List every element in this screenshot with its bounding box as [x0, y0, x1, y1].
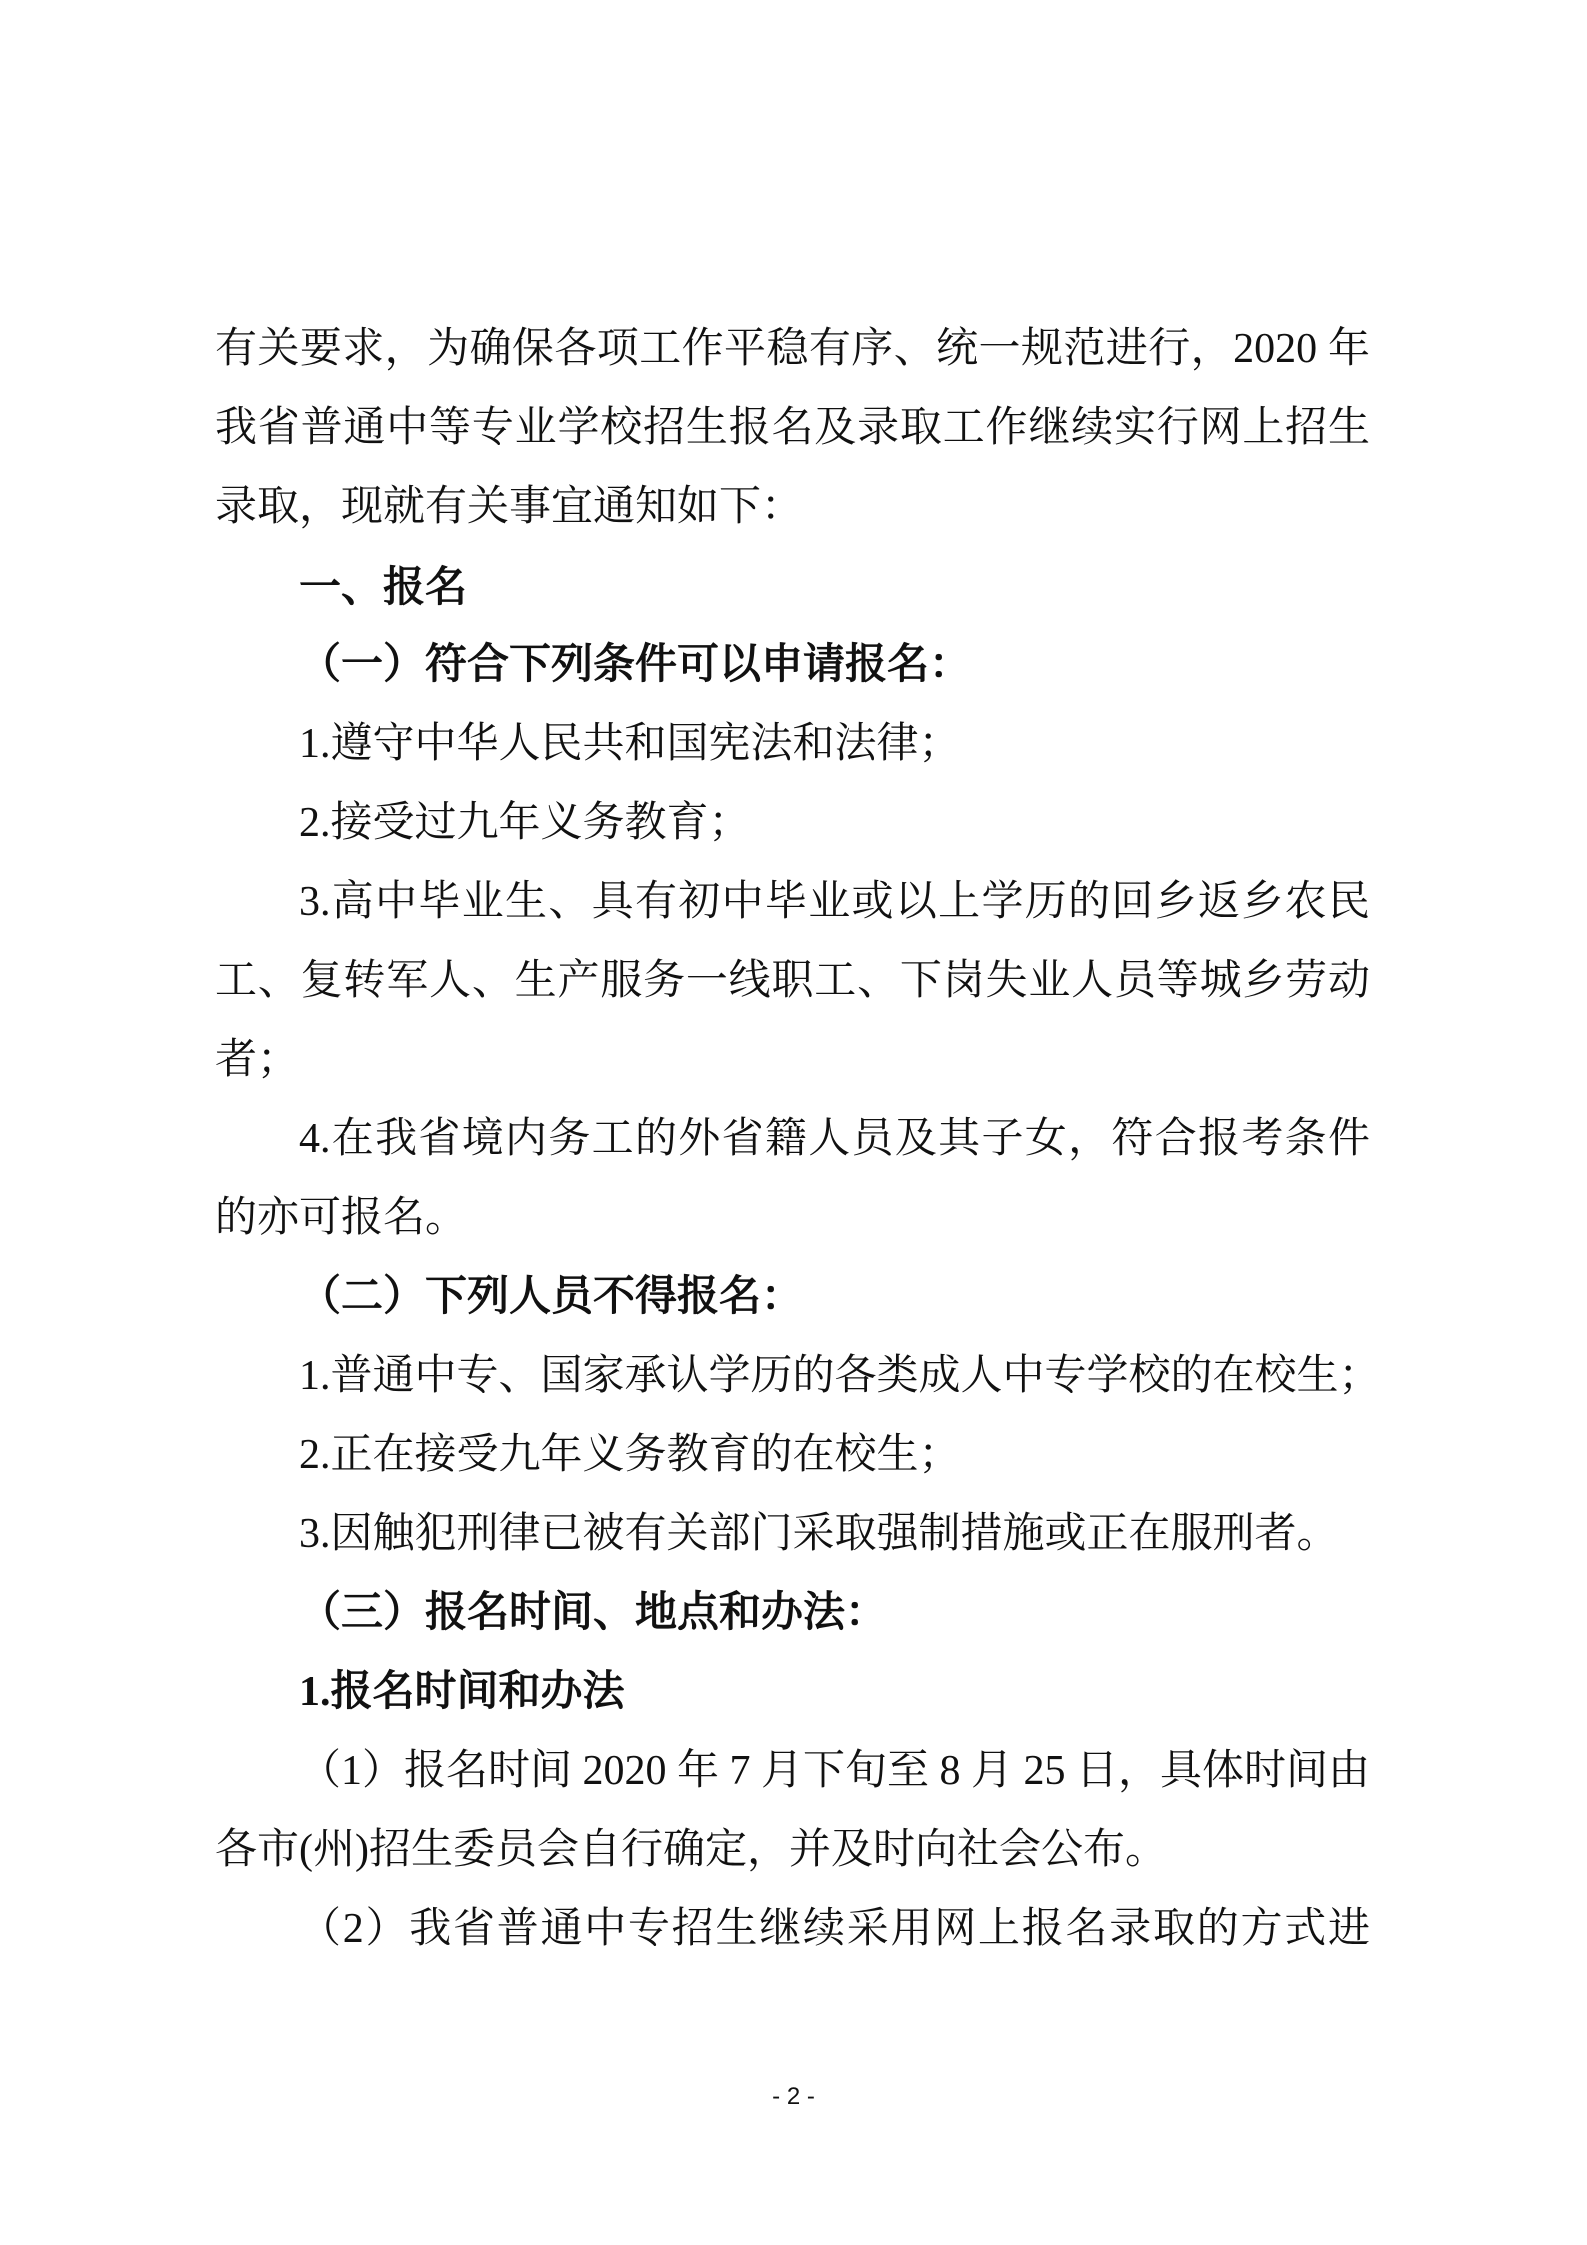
section-heading: 一、报名: [299, 563, 468, 610]
doc-line: 者；: [215, 1037, 300, 1083]
page-number: - 2 -: [772, 2083, 815, 2110]
subsection-heading: （二）下列人员不得报名：: [299, 1274, 804, 1320]
doc-line: 有关要求，为确保各项工作平稳有序、统一规范进行，2020 年: [215, 326, 1370, 372]
doc-line: 的亦可报名。: [215, 1195, 468, 1241]
sub-subsection-heading: 1.报名时间和办法: [299, 1669, 625, 1715]
doc-line: （2）我省普通中专招生继续采用网上报名录取的方式进: [299, 1906, 1370, 1952]
doc-line: 录取，现就有关事宜通知如下：: [215, 484, 804, 530]
doc-line: （1）报名时间 2020 年 7 月下旬至 8 月 25 日，具体时间由: [299, 1748, 1371, 1794]
doc-line: 2.正在接受九年义务教育的在校生；: [299, 1432, 961, 1478]
doc-line: 1.普通中专、国家承认学历的各类成人中专学校的在校生；: [299, 1353, 1381, 1399]
doc-line: 3.因触犯刑律已被有关部门采取强制措施或正在服刑者。: [299, 1511, 1339, 1557]
doc-line: 2.接受过九年义务教育；: [299, 800, 751, 846]
document-body: [215, 310, 1381, 1969]
doc-line: 1.遵守中华人民共和国宪法和法律；: [299, 721, 961, 767]
subsection-heading: （一）符合下列条件可以申请报名：: [299, 642, 972, 688]
doc-line: 工、复转军人、生产服务一线职工、下岗失业人员等城乡劳动: [215, 958, 1370, 1004]
doc-line: 我省普通中等专业学校招生报名及录取工作继续实行网上招生: [215, 405, 1370, 451]
doc-line: 4.在我省境内务工的外省籍人员及其子女，符合报考条件: [299, 1116, 1370, 1162]
subsection-heading: （三）报名时间、地点和办法：: [299, 1590, 888, 1636]
doc-line: 各市(州)招生委员会自行确定，并及时向社会公布。: [215, 1827, 1167, 1873]
doc-line: 3.高中毕业生、具有初中毕业或以上学历的回乡返乡农民: [299, 879, 1370, 925]
